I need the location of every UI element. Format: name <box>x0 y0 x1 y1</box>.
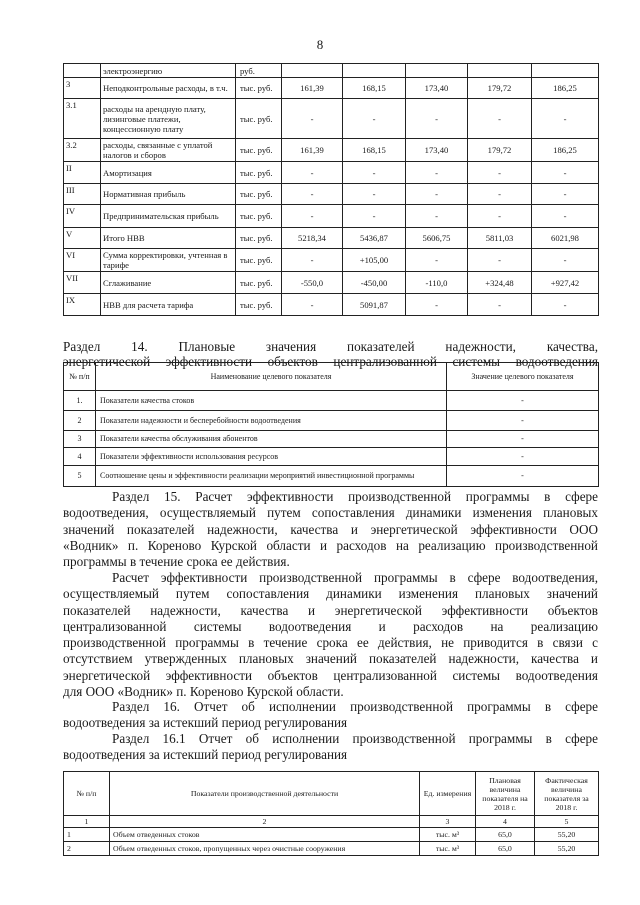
row-number <box>64 64 101 78</box>
row-name: Показатели эффективности использования ресурсов <box>96 448 447 466</box>
row-unit: тыс. руб. <box>236 139 282 162</box>
header-num: № п/п <box>64 363 96 391</box>
row-value: 186,25 <box>532 78 599 99</box>
row-value: - <box>447 431 599 448</box>
text-line: водоотведения за истекший период регулирования <box>63 715 348 731</box>
header-fact: Фактическая величина показателя за 2018 г. <box>535 772 599 816</box>
row-value: 161,39 <box>282 139 343 162</box>
row-name: Сглаживание <box>101 272 236 294</box>
row-number: 5 <box>64 466 96 487</box>
table-row <box>64 228 599 249</box>
row-value: 5436,87 <box>343 228 406 249</box>
index-cell: 3 <box>420 816 476 828</box>
row-value: - <box>406 294 468 316</box>
row-value: - <box>532 184 599 205</box>
index-cell: 1 <box>64 816 110 828</box>
row-number: VII <box>64 272 101 294</box>
row-fact: 55,20 <box>535 842 599 856</box>
row-value: - <box>406 205 468 228</box>
row-unit: тыс. руб. <box>236 272 282 294</box>
row-name: Итого НВВ <box>101 228 236 249</box>
row-value: - <box>468 205 532 228</box>
row-value: 5606,75 <box>406 228 468 249</box>
header-unit: Ед. измерения <box>420 772 476 816</box>
row-number: IX <box>64 294 101 316</box>
row-value <box>343 64 406 78</box>
row-value: +927,42 <box>532 272 599 294</box>
row-value: 173,40 <box>406 139 468 162</box>
header-plan: Плановая величина показателя на 2018 г. <box>476 772 535 816</box>
section-15-paragraph <box>63 489 598 570</box>
row-unit: тыс. м³ <box>420 842 476 856</box>
row-value: 168,15 <box>343 139 406 162</box>
row-value: - <box>406 184 468 205</box>
text-line: отсутствием утвержденных плановых значений показателей надежности, качества и <box>63 651 598 667</box>
row-number: 1. <box>64 391 96 411</box>
text-line: энергетической эффективности объектов централизованной системы водоотведения <box>63 667 598 683</box>
text-line: Раздел 16. Отчет об исполнении производственной программы в сфере <box>112 699 598 714</box>
section-16-heading <box>63 699 598 732</box>
row-name: Объем отведенных стоков, пропущенных через очистные сооружения <box>110 842 420 856</box>
row-name: Объем отведенных стоков <box>110 828 420 842</box>
row-name: Нормативная прибыль <box>101 184 236 205</box>
row-value: - <box>532 162 599 184</box>
row-value: - <box>532 205 599 228</box>
row-unit: тыс. руб. <box>236 228 282 249</box>
table-row <box>64 139 599 162</box>
row-name: Показатели качества обслуживания абонентов <box>96 431 447 448</box>
text-line: Расчет эффективности производственной программы в сфере водоотведения, <box>112 570 598 585</box>
row-unit: тыс. м³ <box>420 828 476 842</box>
index-cell: 5 <box>535 816 599 828</box>
target-indicators-table <box>63 362 599 487</box>
row-name: Амортизация <box>101 162 236 184</box>
row-value: - <box>343 162 406 184</box>
index-cell: 4 <box>476 816 535 828</box>
row-value: -550,0 <box>282 272 343 294</box>
row-unit: тыс. руб. <box>236 205 282 228</box>
row-name: Предпринимательская прибыль <box>101 205 236 228</box>
row-value: - <box>532 249 599 272</box>
table-row <box>64 162 599 184</box>
row-number: 3 <box>64 431 96 448</box>
nvv-table <box>63 63 599 316</box>
row-plan: 65,0 <box>476 828 535 842</box>
row-number: 3 <box>64 78 101 99</box>
text-line: Раздел 16.1 Отчет об исполнении производственной программы в сфере <box>112 731 598 746</box>
row-value: 5218,34 <box>282 228 343 249</box>
row-value <box>468 64 532 78</box>
row-value: - <box>406 99 468 139</box>
row-value: - <box>343 205 406 228</box>
row-number: 1 <box>64 828 110 842</box>
row-value: - <box>282 249 343 272</box>
row-number: VI <box>64 249 101 272</box>
table-row <box>64 391 599 411</box>
table-row <box>64 842 599 856</box>
text-line: производственной программы в течение срока ее действия, не приводится в связи с <box>63 635 598 651</box>
row-unit: тыс. руб. <box>236 294 282 316</box>
row-value: 186,25 <box>532 139 599 162</box>
table-row <box>64 431 599 448</box>
table-row <box>64 184 599 205</box>
row-value: - <box>282 184 343 205</box>
row-value: 179,72 <box>468 139 532 162</box>
table-row <box>64 272 599 294</box>
row-name: Показатели надежности и бесперебойности водоотведения <box>96 411 447 431</box>
row-name: НВВ для расчета тарифа <box>101 294 236 316</box>
table-row <box>64 448 599 466</box>
header-num: № п/п <box>64 772 110 816</box>
text-line: «Водник» п. Кореново Курской области и расходов на реализацию производственной <box>63 537 598 553</box>
row-value: +105,00 <box>343 249 406 272</box>
row-value <box>532 64 599 78</box>
row-value: - <box>447 411 599 431</box>
row-value: - <box>447 391 599 411</box>
report-table <box>63 771 599 856</box>
row-value: - <box>468 184 532 205</box>
table-row <box>64 466 599 487</box>
table-row <box>64 64 599 78</box>
row-plan: 65,0 <box>476 842 535 856</box>
row-number: 2 <box>64 411 96 431</box>
row-unit: тыс. руб. <box>236 249 282 272</box>
row-value: - <box>468 294 532 316</box>
row-number: 3.1 <box>64 99 101 139</box>
header-name: Наименование целевого показателя <box>96 363 447 391</box>
row-value: - <box>468 162 532 184</box>
text-line: водоотведения за истекший период регулирования <box>63 747 348 763</box>
row-value: -450,00 <box>343 272 406 294</box>
table-row <box>64 99 599 139</box>
section-16-1-heading <box>63 731 598 764</box>
row-value: - <box>282 162 343 184</box>
row-unit: тыс. руб. <box>236 184 282 205</box>
row-value: 161,39 <box>282 78 343 99</box>
row-value: -110,0 <box>406 272 468 294</box>
row-value: - <box>282 205 343 228</box>
text-line: для ООО «Водник» п. Кореново Курской области. <box>63 684 344 700</box>
row-value <box>282 64 343 78</box>
row-name: Неподконтрольные расходы, в т.ч. <box>101 78 236 99</box>
row-value: - <box>532 99 599 139</box>
row-value: 168,15 <box>343 78 406 99</box>
row-value: - <box>343 99 406 139</box>
row-name: Сумма корректировки, учтенная в тарифе <box>101 249 236 272</box>
table-row <box>64 78 599 99</box>
table-row <box>64 828 599 842</box>
header-value: Значение целевого показателя <box>447 363 599 391</box>
row-value: 179,72 <box>468 78 532 99</box>
row-name: Соотношение цены и эффективности реализации мероприятий инвестиционной программы <box>96 466 447 487</box>
row-value: - <box>532 294 599 316</box>
section-14-line: энергетической эффективности объектов централизованной системы водоотведения <box>63 353 598 369</box>
row-value <box>406 64 468 78</box>
text-line: осуществляемый путем сопоставления динамики изменения плановых значений <box>63 586 598 602</box>
row-unit: руб. <box>236 64 282 78</box>
table-row <box>64 249 599 272</box>
row-fact: 55,20 <box>535 828 599 842</box>
page-number: 8 <box>316 37 324 52</box>
row-name: расходы на арендную плату, лизинговые платежи, концессионную плату <box>101 99 236 139</box>
row-unit: тыс. руб. <box>236 99 282 139</box>
row-value: 6021,98 <box>532 228 599 249</box>
index-cell: 2 <box>110 816 420 828</box>
row-value: - <box>343 184 406 205</box>
row-unit: тыс. руб. <box>236 162 282 184</box>
row-value: - <box>447 448 599 466</box>
text-line: программы в течение срока ее действия. <box>63 554 290 570</box>
table-row <box>64 411 599 431</box>
row-number: III <box>64 184 101 205</box>
row-number: 4 <box>64 448 96 466</box>
efficiency-paragraph <box>63 570 598 700</box>
row-value: - <box>406 162 468 184</box>
row-value: - <box>447 466 599 487</box>
row-name: Показатели качества стоков <box>96 391 447 411</box>
table-row <box>64 205 599 228</box>
row-value: - <box>406 249 468 272</box>
index-row <box>64 816 599 828</box>
text-line: значений показателей надежности, качества и энергетической эффективности ООО <box>63 521 598 537</box>
row-number: IV <box>64 205 101 228</box>
row-name: электроэнергию <box>101 64 236 78</box>
header-name: Показатели производственной деятельности <box>110 772 420 816</box>
row-value: +324,48 <box>468 272 532 294</box>
text-line: централизованной системы водоотведения и расходов на реализацию <box>63 618 598 634</box>
table-row <box>64 294 599 316</box>
text-line: показателей надежности, качества и энергетической эффективности объектов <box>63 602 598 618</box>
row-name: расходы, связанные с уплатой налогов и сборов <box>101 139 236 162</box>
row-value: 5091,87 <box>343 294 406 316</box>
row-number: 2 <box>64 842 110 856</box>
row-value: 173,40 <box>406 78 468 99</box>
row-number: II <box>64 162 101 184</box>
row-unit: тыс. руб. <box>236 78 282 99</box>
text-line: водоотведения, осуществляемый путем сопоставления динамики изменения плановых <box>63 505 598 521</box>
row-value: - <box>468 249 532 272</box>
row-number: V <box>64 228 101 249</box>
text-line: Раздел 15. Расчет эффективности производственной программы в сфере <box>112 489 598 504</box>
row-value: - <box>282 99 343 139</box>
row-value: - <box>468 99 532 139</box>
row-value: - <box>282 294 343 316</box>
row-value: 5811,03 <box>468 228 532 249</box>
row-number: 3.2 <box>64 139 101 162</box>
section-14-line: Раздел 14. Плановые значения показателей надежности, качества, <box>63 339 598 354</box>
